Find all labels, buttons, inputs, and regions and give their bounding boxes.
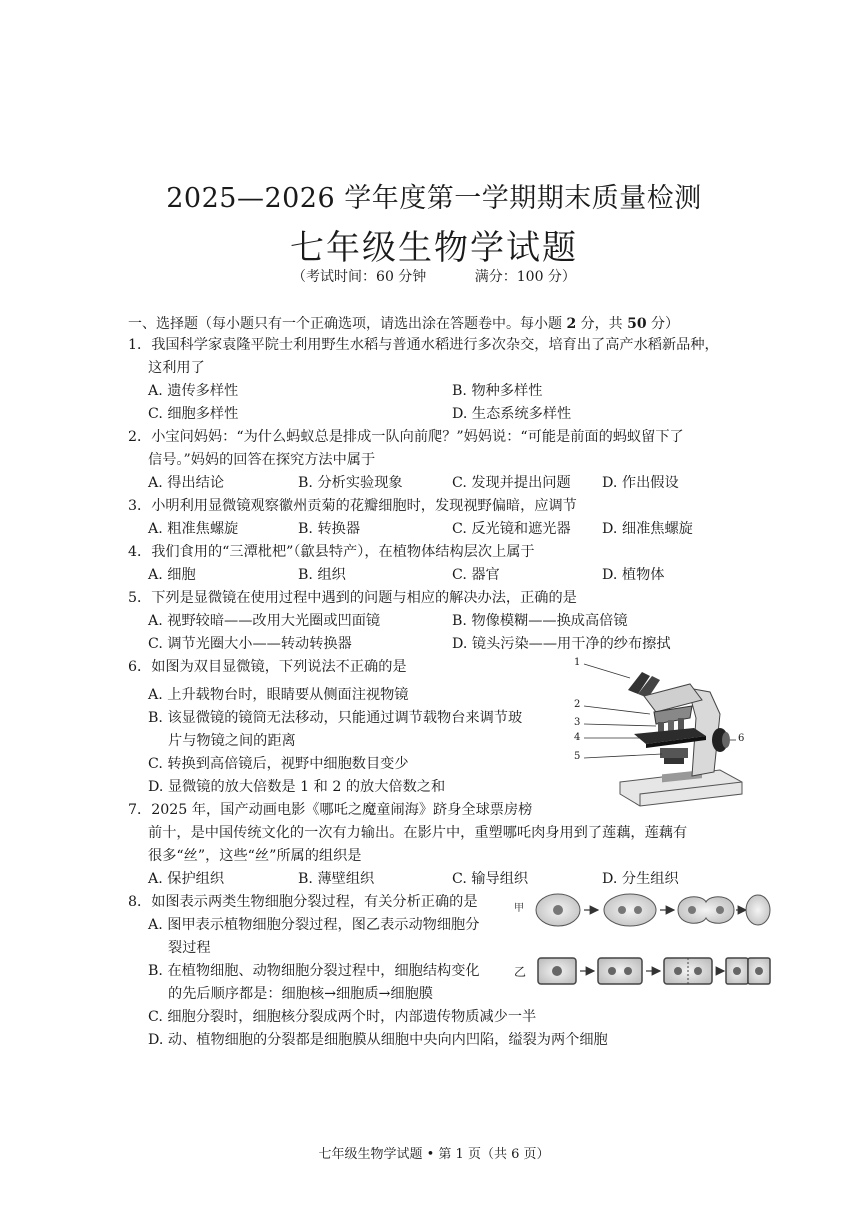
- q8-option-a: A. 图甲表示植物细胞分裂过程，图乙表示动物细胞分: [148, 917, 480, 933]
- microscope-label-2: 2: [574, 699, 581, 710]
- q7-stem-cont2: 很多“丝”，这些“丝”所属的组织是: [148, 848, 362, 864]
- page-footer: 七年级生物学试题 • 第 1 页（共 6 页）: [318, 1147, 550, 1162]
- microscope-icon: [570, 654, 750, 814]
- q6-option-c: C. 转换到高倍镜后，视野中细胞数目变少: [148, 756, 409, 772]
- cell-division-diagram: [532, 890, 772, 990]
- section-heading: 一、选择题（每小题只有一个正确选项，请选出涂在答题卷中。每小题 2 分，共 50 分）: [128, 316, 680, 332]
- q2-option-c: C. 发现并提出问题: [452, 475, 571, 491]
- q1-option-c: C. 细胞多样性: [148, 406, 239, 422]
- microscope-figure: [570, 654, 750, 814]
- exam-score: 满分：100 分）: [474, 269, 576, 285]
- microscope-label-6: 6: [738, 733, 745, 744]
- microscope-label-5: 5: [574, 751, 581, 762]
- q3-option-d: D. 细准焦螺旋: [602, 521, 693, 537]
- q7-stem-cont: 前十，是中国传统文化的一次有力输出。在影片中，重塑哪吒肉身用到了莲藕，莲藕有: [148, 825, 688, 841]
- q7-stem: 7．2025 年，国产动画电影《哪吒之魔童闹海》跻身全球票房榜: [128, 802, 533, 818]
- q4-option-a: A. 细胞: [148, 567, 196, 583]
- q1-option-a: A. 遗传多样性: [148, 383, 239, 399]
- q2-stem: 2．小宝问妈妈：“为什么蚂蚁总是排成一队向前爬？”妈妈说：“可能是前面的蚂蚁留下了: [128, 429, 684, 445]
- exam-info: [0, 266, 868, 286]
- q3-option-b: B. 转换器: [298, 521, 361, 537]
- q2-stem-cont: 信号。”妈妈的回答在探究方法中属于: [148, 452, 376, 468]
- figure-label-jia: 甲: [514, 903, 524, 914]
- microscope-label-3: 3: [574, 717, 581, 728]
- q6-option-a: A. 上升载物台时，眼睛要从侧面注视物镜: [148, 687, 409, 703]
- q5-option-d: D. 镜头污染——用干净的纱布擦拭: [452, 636, 671, 652]
- q4-option-b: B. 组织: [298, 567, 346, 583]
- microscope-label-4: 4: [574, 732, 581, 743]
- q6-stem: 6．如图为双目显微镜，下列说法不正确的是: [128, 659, 407, 675]
- microscope-label-1: 1: [574, 657, 581, 668]
- q1-option-d: D. 生态系统多样性: [452, 406, 572, 422]
- q3-option-c: C. 反光镜和遮光器: [452, 521, 571, 537]
- q1-stem-cont: 这利用了: [148, 360, 205, 376]
- q8-option-b-cont: 的先后顺序都是：细胞核→细胞质→细胞膜: [168, 986, 433, 1002]
- q2-option-b: B. 分析实验现象: [298, 475, 403, 491]
- q8-option-b: B. 在植物细胞、动物细胞分裂过程中，细胞结构变化: [148, 963, 480, 979]
- q5-stem: 5．下列是显微镜在使用过程中遇到的问题与相应的解决办法，正确的是: [128, 590, 577, 606]
- q3-stem: 3．小明利用显微镜观察徽州贡菊的花瓣细胞时，发现视野偏暗，应调节: [128, 498, 577, 514]
- exam-title: 2025—2026 学年度第一学期期末质量检测: [166, 183, 702, 214]
- q8-option-c: C. 细胞分裂时，细胞核分裂成两个时，内部遗传物质减少一半: [148, 1009, 537, 1025]
- q1-stem: 1．我国科学家袁隆平院士利用野生水稻与普通水稻进行多次杂交，培育出了高产水稻新品种，: [128, 337, 719, 353]
- q5-option-c: C. 调节光圈大小——转动转换器: [148, 636, 352, 652]
- q3-option-a: A. 粗准焦螺旋: [148, 521, 239, 537]
- q5-option-b: B. 物像模糊——换成高倍镜: [452, 613, 628, 629]
- q7-option-d: D. 分生组织: [602, 871, 679, 887]
- q7-option-a: A. 保护组织: [148, 871, 225, 887]
- q2-option-a: A. 得出结论: [148, 475, 225, 491]
- q6-option-b: B. 该显微镜的镜筒无法移动，只能通过调节载物台来调节玻: [148, 710, 523, 726]
- q7-option-b: B. 薄壁组织: [298, 871, 375, 887]
- exam-time: （考试时间：60 分钟: [292, 269, 427, 285]
- q8-option-a-cont: 裂过程: [168, 940, 211, 956]
- q4-option-d: D. 植物体: [602, 567, 665, 583]
- q2-option-d: D. 作出假设: [602, 475, 679, 491]
- exam-subject-title: 七年级生物学试题: [290, 228, 578, 268]
- q6-option-d: D. 显微镜的放大倍数是 1 和 2 的放大倍数之和: [148, 779, 446, 795]
- q7-option-c: C. 输导组织: [452, 871, 529, 887]
- q5-option-a: A. 视野较暗——改用大光圈或凹面镜: [148, 613, 381, 629]
- q4-option-c: C. 器官: [452, 567, 500, 583]
- figure-label-yi: 乙: [514, 965, 527, 979]
- q8-option-d: D. 动、植物细胞的分裂都是细胞膜从细胞中央向内凹陷，缢裂为两个细胞: [148, 1032, 608, 1048]
- q6-option-b-cont: 片与物镜之间的距离: [168, 733, 296, 749]
- q4-stem: 4．我们食用的“三潭枇杷”（歙县特产），在植物体结构层次上属于: [128, 544, 535, 560]
- q1-option-b: B. 物种多样性: [452, 383, 543, 399]
- q8-stem: 8．如图表示两类生物细胞分裂过程，有关分析正确的是: [128, 894, 478, 910]
